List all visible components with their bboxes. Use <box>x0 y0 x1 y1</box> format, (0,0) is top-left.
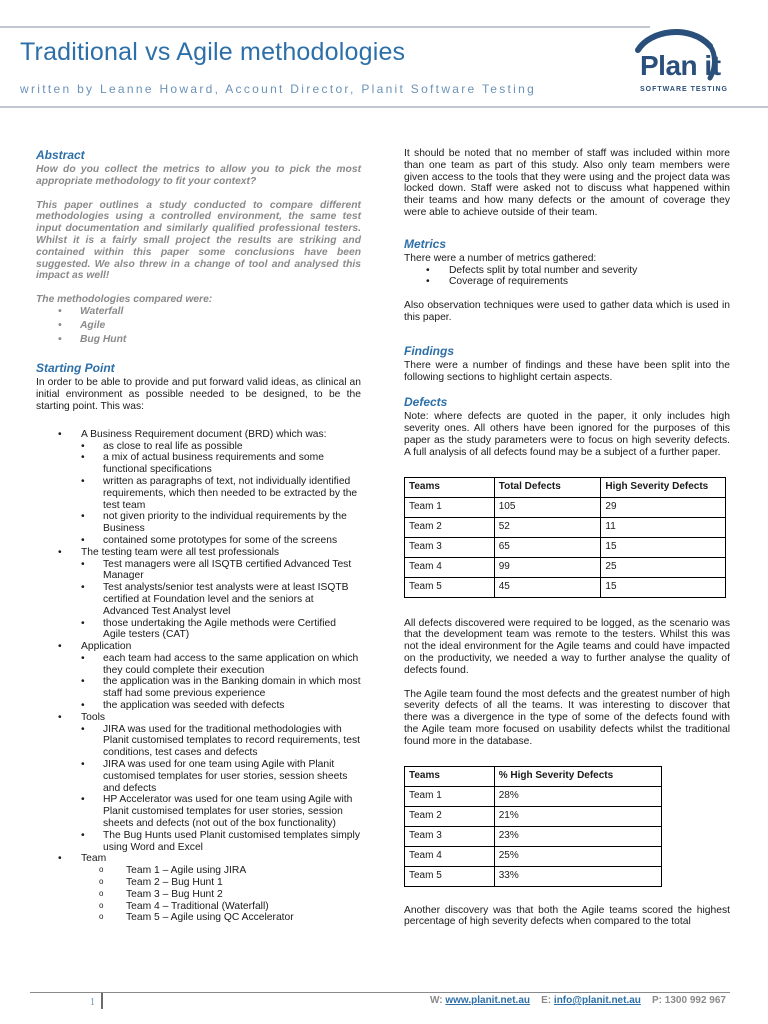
table-cell: Team 2 <box>405 806 495 826</box>
list-item <box>36 712 361 854</box>
list-item: o Team 3 – Bug Hunt 2 <box>81 889 361 901</box>
table-cell: Team 5 <box>405 577 495 597</box>
list-item: • Test managers were all ISQTB certified Advanced Test Manager <box>81 559 361 583</box>
table-cell: Team 4 <box>405 846 495 866</box>
website-link[interactable]: www.planit.net.au <box>445 995 531 1006</box>
methodologies-intro: The methodologies compared were: <box>36 294 213 306</box>
severity-percent-table <box>404 766 662 887</box>
abstract-summary: This paper outlines a study conducted to compare different methodologies using a controlled environment, the same test input documentation and similarly qualified professional testers. Whilst it is a fairly small project the results are striking and contained within this paper some conclusions have been suggested. We also threw in a change of tool and analysed this impact as well! <box>36 199 361 282</box>
table-row <box>405 577 726 597</box>
table-cell: 28% <box>494 786 661 806</box>
table-cell: 52 <box>494 517 601 537</box>
starting-point-list <box>36 429 361 924</box>
table-row <box>405 866 662 886</box>
table-cell: 65 <box>494 537 601 557</box>
table-row <box>405 806 662 826</box>
logo-tagline: SOFTWARE TESTING <box>640 86 728 93</box>
starting-point-heading: Starting Point <box>36 361 115 376</box>
table-row <box>405 537 726 557</box>
list-item: o Team 5 – Agile using QC Accelerator <box>81 912 361 924</box>
header-rule-top <box>0 26 650 28</box>
phone-number: P: 1300 992 967 <box>652 995 726 1006</box>
table-cell: Team 1 <box>405 497 495 517</box>
footer-contact <box>430 995 726 1006</box>
metrics-heading: Metrics <box>404 236 447 251</box>
table-row <box>405 557 726 577</box>
footer-rule <box>30 992 730 993</box>
list-item: o Team 4 – Traditional (Waterfall) <box>81 901 361 913</box>
table-cell: 15 <box>601 577 726 597</box>
list-item: o Team 1 – Agile using JIRA <box>81 865 361 877</box>
table-cell: Team 3 <box>405 826 495 846</box>
document-title: Traditional vs Agile methodologies <box>20 38 406 66</box>
list-item: • not given priority to the individual requirements by the Business <box>81 511 361 535</box>
right-column <box>404 148 730 928</box>
discovery-paragraph: Another discovery was that both the Agile teams scored the highest percentage of high severity defects when compared to the total <box>404 904 730 928</box>
page-number: 1 <box>90 997 95 1008</box>
table-cell: Team 4 <box>405 557 495 577</box>
table-header-row <box>405 477 726 497</box>
starting-point-intro: In order to be able to provide and put forward valid ideas, as clinical an initial environment as possible needed to be designed, to be the starting point. This was: <box>36 377 361 412</box>
list-item: • Agile <box>36 320 361 332</box>
table-cell: 45 <box>494 577 601 597</box>
defects-heading: Defects <box>404 395 448 410</box>
list-item: o Team 2 – Bug Hunt 1 <box>81 877 361 889</box>
list-item: • those undertaking the Agile methods were Certified Agile testers (CAT) <box>81 618 361 642</box>
logo-wordmark: Plan it <box>640 50 721 81</box>
list-item: • contained some prototypes for some of the screens <box>81 535 361 547</box>
table-row <box>405 846 662 866</box>
list-item: • a mix of actual business requirements and some functional specifications <box>81 452 361 476</box>
table-row <box>405 517 726 537</box>
abstract-heading: Abstract <box>36 148 85 162</box>
email-label: E: <box>541 995 552 1006</box>
methodologies-list <box>36 306 361 345</box>
table-header-cell: High Severity Defects <box>601 477 726 497</box>
web-label: W: <box>430 995 443 1006</box>
testing-team-sublist <box>81 559 361 642</box>
table-cell: Team 1 <box>405 786 495 806</box>
table-header-cell: Teams <box>405 766 495 786</box>
defects-table <box>404 477 726 598</box>
list-item: • as close to real life as possible <box>81 441 361 453</box>
abstract-question: How do you collect the metrics to allow you to pick the most appropriate methodology to fit your context? <box>36 164 361 187</box>
email-link[interactable]: info@planit.net.au <box>553 995 641 1006</box>
list-item: • Bug Hunt <box>36 334 361 346</box>
table-row <box>405 786 662 806</box>
agile-findings-paragraph: The Agile team found the most defects and the greatest number of high severity defects of all the teams. It was interesting to discover that there was a divergence in the type of some of the defects found with the Agile team more focused on usability defects whilst the traditional found more in the database. <box>404 688 730 747</box>
team-label: Team <box>81 853 107 865</box>
table-cell: 15 <box>601 537 726 557</box>
list-item: • each team had access to the same application on which they could complete their execution <box>81 653 361 677</box>
table-row <box>405 497 726 517</box>
table-header-cell: % High Severity Defects <box>494 766 661 786</box>
list-item: • written as paragraphs of text, not individually identified requirements, which then needed to be extracted by the test team <box>81 476 361 511</box>
application-label: Application <box>81 641 132 653</box>
planit-logo <box>620 28 740 98</box>
list-item: • Test analysts/senior test analysts were at least ISQTB certified at Foundation level and the seniors at Advanced Test Analyst level <box>81 582 361 617</box>
team-sublist <box>81 865 361 924</box>
list-item: • The Bug Hunts used Planit customised templates simply using Word and Excel <box>81 830 361 854</box>
table-cell: 99 <box>494 557 601 577</box>
table-cell: 25 <box>601 557 726 577</box>
metrics-intro: There were a number of metrics gathered: <box>404 252 597 264</box>
list-item <box>36 641 361 712</box>
list-item <box>36 547 361 641</box>
list-item <box>36 429 361 547</box>
defects-note: Note: where defects are quoted in the paper, it only includes high severity ones. All others have been ignored for the purposes of this paper as the study parameters were to focus on high severity defects. A full analysis of all defects found may be a subject of a further paper. <box>404 411 730 458</box>
table-cell: 21% <box>494 806 661 826</box>
metrics-list <box>404 265 730 289</box>
staff-note: It should be noted that no member of staff was included within more than one team as part of this study. Also only team members were given access to the tools that they were using and the project data was locked down. Staff were asked not to discuss what happened within their teams and how many defects or the amount of coverage they were able to achieve outside of their team. <box>404 148 730 218</box>
findings-text: There were a number of findings and these have been split into the following sections to highlight certain aspects. <box>404 359 730 383</box>
logging-paragraph: All defects discovered were required to be logged, as the scenario was that the development team was remote to the testers. Whilst this was not the ideal environment for the Agile teams and could have impacted on the productivity, we needed a way to further analyse the quality of defects found. <box>404 617 730 676</box>
author-byline: written by Leanne Howard, Account Director, Planit Software Testing <box>20 82 537 96</box>
list-item <box>36 853 361 924</box>
brd-sublist <box>81 441 361 547</box>
list-item: • Defects split by total number and severity <box>404 265 730 277</box>
list-item: • Coverage of requirements <box>404 276 730 288</box>
tools-sublist <box>81 724 361 854</box>
list-item: • JIRA was used for one team using Agile with Planit customised templates for user stories, session sheets and defects <box>81 759 361 794</box>
list-item: • JIRA was used for the traditional methodologies with Planit customised templates to record requirements, test conditions, test cases and defects <box>81 724 361 759</box>
table-cell: 29 <box>601 497 726 517</box>
header-rule-bottom <box>0 106 768 108</box>
table-cell: Team 3 <box>405 537 495 557</box>
tools-label: Tools <box>81 711 106 723</box>
testing-team-label: The testing team were all test professionals <box>81 546 280 558</box>
table-body <box>405 786 662 886</box>
list-item: • the application was seeded with defects <box>81 700 361 712</box>
table-cell: 33% <box>494 866 661 886</box>
list-item: • the application was in the Banking domain in which most staff had some previous experience <box>81 676 361 700</box>
table-cell: Team 5 <box>405 866 495 886</box>
application-sublist <box>81 653 361 712</box>
table-cell: Team 2 <box>405 517 495 537</box>
page-number-bar <box>101 993 103 1009</box>
left-column <box>36 148 361 924</box>
list-item: • HP Accelerator was used for one team using Agile with Planit customised templates for user stories, session sheets and defects (not out of the box functionality) <box>81 794 361 829</box>
table-cell: 23% <box>494 826 661 846</box>
metrics-observation: Also observation techniques were used to gather data which is used in this paper. <box>404 300 730 323</box>
table-header-cell: Teams <box>405 477 495 497</box>
list-item: • Waterfall <box>36 306 361 318</box>
table-cell: 11 <box>601 517 726 537</box>
table-cell: 25% <box>494 846 661 866</box>
table-body <box>405 497 726 597</box>
findings-heading: Findings <box>404 343 454 358</box>
table-header-row <box>405 766 662 786</box>
brd-label: A Business Requirement document (BRD) which was: <box>81 428 327 440</box>
table-row <box>405 826 662 846</box>
table-header-cell: Total Defects <box>494 477 601 497</box>
table-cell: 105 <box>494 497 601 517</box>
